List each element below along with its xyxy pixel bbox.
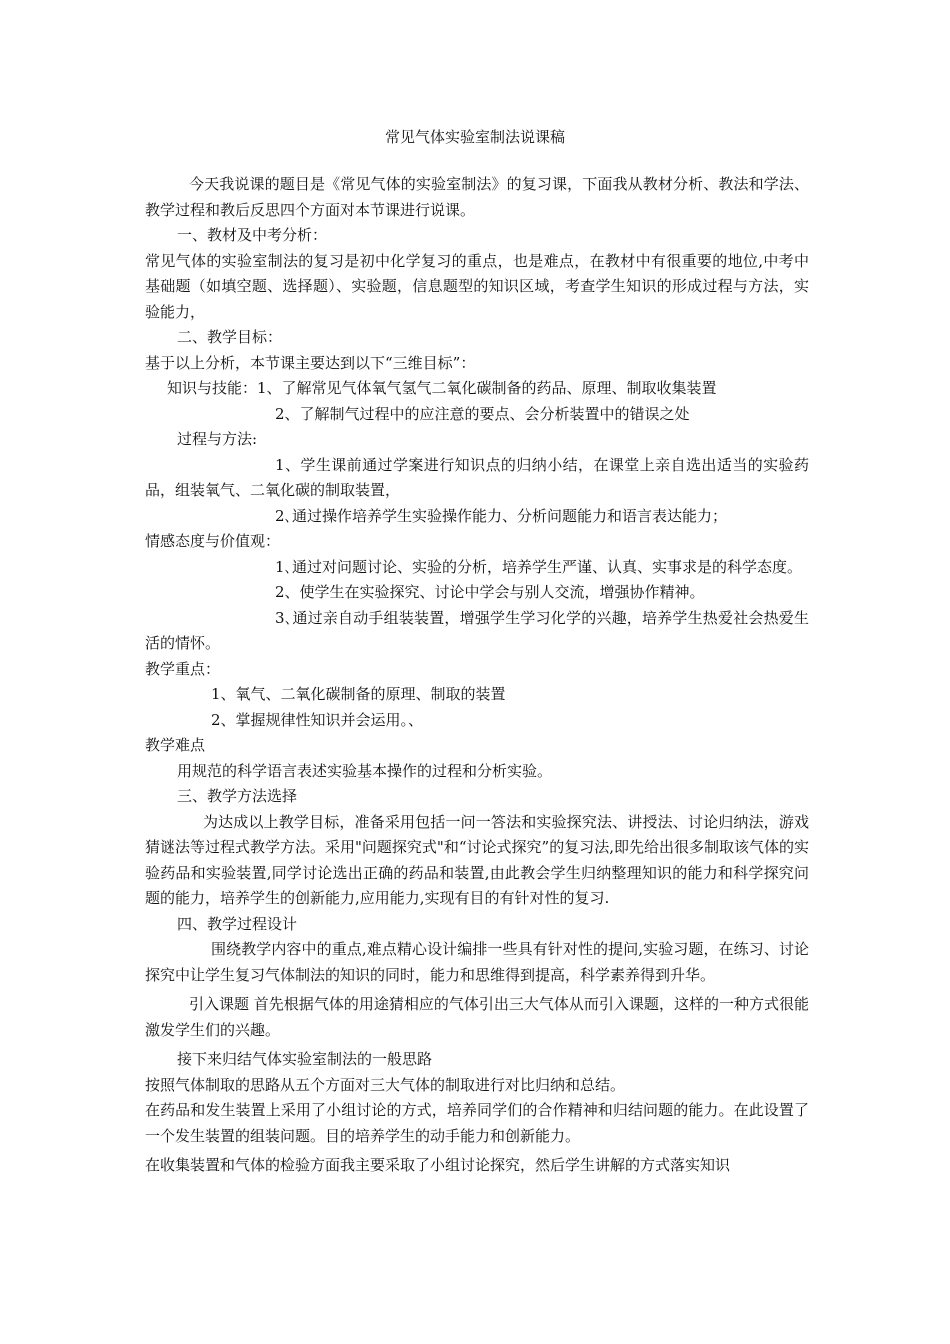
section-heading-4: 四、教学过程设计	[177, 914, 298, 933]
paragraph: 常见气体的实验室制法的复习是初中化学复习的重点，也是难点，在教材中有很重要的地位,中考中基础题（如填空题、选择题）、实验题，信息题型的知识区域，考查学生知识的形成过程与方法，实验能力，	[145, 251, 809, 321]
goal-process-item-2: 2､通过操作培养学生实验操作能力、分析问题能力和语言表达能力；	[275, 506, 728, 525]
difficulty-item: 用规范的科学语言表述实验基本操作的过程和分析实验。	[177, 761, 553, 780]
goal-emotion-item-1: 1､通过对问题讨论、实验的分析，培养学生严谨、认真、实事求是的科学态度。	[275, 557, 803, 576]
difficulty-heading: 教学难点	[145, 736, 206, 754]
paragraph: 在收集装置和气体的检验方面我主要采取了小组讨论探究，然后学生讲解的方式落实知识	[145, 1156, 731, 1174]
goal-emotion-item-3: 3､通过亲自动手组装装置，增强学生学习化学的兴趣，培养学生热爱社会热爱生活的情怀。	[145, 608, 809, 652]
method-paragraph: 为达成以上教学目标，准备采用包括一问一答法和实验探究法、讲授法、讨论归纳法，游戏猜谜法等过程式教学方法。采用"问题探究式"和“讨论式探究”的复习法,即先给出很多制取该气体的实验药品和实验装置,同学讨论选出正确的药品和装置,由此教会学生归纳整理知识的能力和科学探究问题的能力，培养学生的创新能力,应用能力,实现有目的有针对性的复习.	[145, 812, 809, 907]
paragraph: 按照气体制取的思路从五个方面对三大气体的制取进行对比归纳和总结。	[145, 1075, 626, 1094]
goal-knowledge-item-2: 2、了解制气过程中的应注意的要点、会分析装置中的错误之处	[275, 404, 690, 423]
key-point-item-2: 2、掌握规律性知识并会运用。、	[211, 710, 424, 729]
key-point-item-1: 1、氧气、二氧化碳制备的原理、制取的装置	[211, 685, 506, 703]
goal-process-item-1: 1、学生课前通过学案进行知识点的归纳小结，在课堂上亲自选出适当的实验药品，组装氧气、二氧化碳的制取装置，	[145, 455, 809, 499]
document-title: 常见气体实验室制法说课稿	[384, 128, 565, 146]
goal-knowledge: 知识与技能：1、了解常见气体氧气氢气二氧化碳制备的药品、原理、制取收集装置	[167, 379, 717, 397]
goal-process-heading: 过程与方法:	[177, 430, 258, 448]
goal-emotion-item-2: 2、使学生在实验探究、讨论中学会与别人交流，增强协作精神。	[275, 583, 705, 601]
paragraph: 基于以上分析，本节课主要达到以下“三维目标”：	[145, 353, 476, 372]
document-body	[145, 172, 809, 1179]
key-points-heading: 教学重点：	[145, 659, 221, 678]
section-heading-2: 二、教学目标：	[177, 328, 283, 346]
paragraph: 在药品和发生装置上采用了小组讨论的方式，培养同学们的合作精神和归结问题的能力。在此设置了一个发生装置的组装问题。目的培养学生的动手能力和创新能力。	[145, 1101, 809, 1145]
intro-paragraph: 今天我说课的题目是《常见气体的实验室制法》的复习课，下面我从教材分析、教法和学法、教学过程和教后反思四个方面对本节课进行说课。	[145, 175, 809, 219]
intro-topic-paragraph: 引入课题 首先根据气体的用途猜相应的气体引出三大气体从而引入课题，这样的一种方式很能激发学生们的兴趣。	[145, 995, 809, 1039]
process-paragraph: 围绕教学内容中的重点,难点精心设计编排一些具有针对性的提问,实验习题，在练习、讨论探究中让学生复习气体制法的知识的同时，能力和思维得到提高，科学素养得到升华。	[145, 940, 809, 984]
section-heading-1: 一、教材及中考分析：	[177, 226, 328, 244]
section-heading-3: 三、教学方法选择	[177, 787, 298, 805]
general-approach-paragraph: 接下来归结气体实验室制法的一般思路	[177, 1050, 433, 1068]
goal-emotion-heading: 情感态度与价值观：	[145, 532, 281, 550]
